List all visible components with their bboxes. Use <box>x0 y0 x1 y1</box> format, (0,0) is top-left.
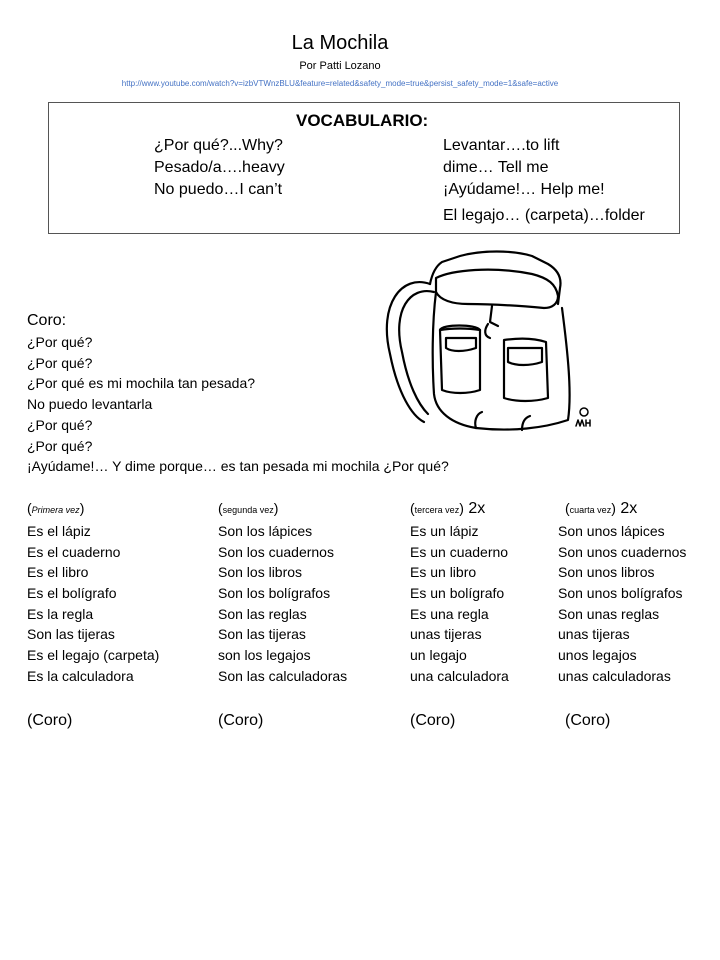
verse-line: Son los libros <box>218 564 303 581</box>
verse-line: Es el bolígrafo <box>27 585 117 602</box>
verse-column-2 <box>218 521 347 687</box>
vocabulary-title: VOCABULARIO: <box>296 111 429 130</box>
vocab-item: El legajo… (carpeta)…folder <box>443 207 645 224</box>
verse-line: Es un lápiz <box>410 523 479 539</box>
verse-line: un legajo <box>410 647 467 664</box>
author-line: Por Patti Lozano <box>299 60 381 72</box>
chorus-line: ¿Por qué? <box>27 334 93 350</box>
vocab-item: Pesado/a….heavy <box>154 159 285 176</box>
verse-column-4 <box>558 521 686 687</box>
verse-line: unas tijeras <box>558 626 630 643</box>
verse-line: Es el legajo (carpeta) <box>27 647 160 664</box>
verse-header: (Primera vez) <box>27 500 85 516</box>
verse-line: unas tijeras <box>410 626 482 643</box>
page-title: La Mochila <box>291 32 389 54</box>
verse-line: Es la regla <box>27 605 94 622</box>
vocab-item: ¿Por qué?...Why? <box>154 137 283 154</box>
verse-line: Son unos cuadernos <box>558 543 687 560</box>
verse-line: Son las reglas <box>218 605 307 622</box>
chorus-line: No puedo levantarla <box>27 396 153 412</box>
verse-line: Son unos bolígrafos <box>558 585 683 602</box>
chorus-line: ¡Ayúdame!… Y dime porque… es tan pesada mi mochila ¿Por qué? <box>27 458 449 474</box>
chorus-repeat: (Coro) <box>410 712 456 729</box>
verse-line: Son los lápices <box>218 523 313 539</box>
vocab-item: Levantar….to lift <box>443 137 560 154</box>
verse-column-3 <box>410 521 509 687</box>
chorus-label: Coro: <box>27 312 67 329</box>
verse-line: son los legajos <box>218 647 311 664</box>
vocab-item: No puedo…I can’t <box>154 181 283 198</box>
verse-line: Son las calculadoras <box>218 667 348 684</box>
chorus-repeat: (Coro) <box>565 712 611 729</box>
verse-line: Son unos libros <box>558 564 655 581</box>
verse-line: Son las tijeras <box>27 626 115 643</box>
chorus-line: ¿Por qué? <box>27 417 93 433</box>
verse-line: Es un bolígrafo <box>410 585 505 602</box>
verse-line: unas calculadoras <box>558 667 671 684</box>
chorus-line: ¿Por qué es mi mochila tan pesada? <box>27 375 256 391</box>
verse-line: una calculadora <box>410 667 509 684</box>
verse-line: Es una regla <box>410 605 489 622</box>
vocab-item: dime… Tell me <box>443 159 549 176</box>
chorus-line: ¿Por qué? <box>27 355 93 371</box>
chorus-repeat: (Coro) <box>218 712 264 729</box>
verse-line: Son los cuadernos <box>218 543 334 560</box>
verse-line: Son unas reglas <box>558 605 660 622</box>
verse-line: Son los bolígrafos <box>218 585 331 602</box>
verse-line: Es el lápiz <box>27 523 91 539</box>
verse-line: Son unos lápices <box>558 523 665 539</box>
chorus-repeat: (Coro) <box>27 712 73 729</box>
verse-line: Son las tijeras <box>218 626 306 643</box>
verse-line: unos legajos <box>558 647 637 664</box>
verse-line: Es el cuaderno <box>27 543 121 560</box>
verse-header: (tercera vez) 2x <box>410 500 486 517</box>
verse-header: (segunda vez) <box>218 500 279 516</box>
verse-column-1 <box>27 521 159 687</box>
video-link[interactable]: http://www.youtube.com/watch?v=izbVTWnzBLU&feature=related&safety_mode=true&persist_safety_mode=1&safe=active <box>121 79 559 88</box>
backpack-drawing-icon <box>372 244 604 440</box>
chorus-line: ¿Por qué? <box>27 438 93 454</box>
verse-line: Es el libro <box>27 564 89 581</box>
vocab-item: ¡Ayúdame!… Help me! <box>443 181 605 198</box>
verse-line: Es la calculadora <box>27 667 134 684</box>
verse-header: (cuarta vez) 2x <box>565 500 638 517</box>
verse-line: Es un libro <box>410 564 477 581</box>
verse-line: Es un cuaderno <box>410 543 509 560</box>
